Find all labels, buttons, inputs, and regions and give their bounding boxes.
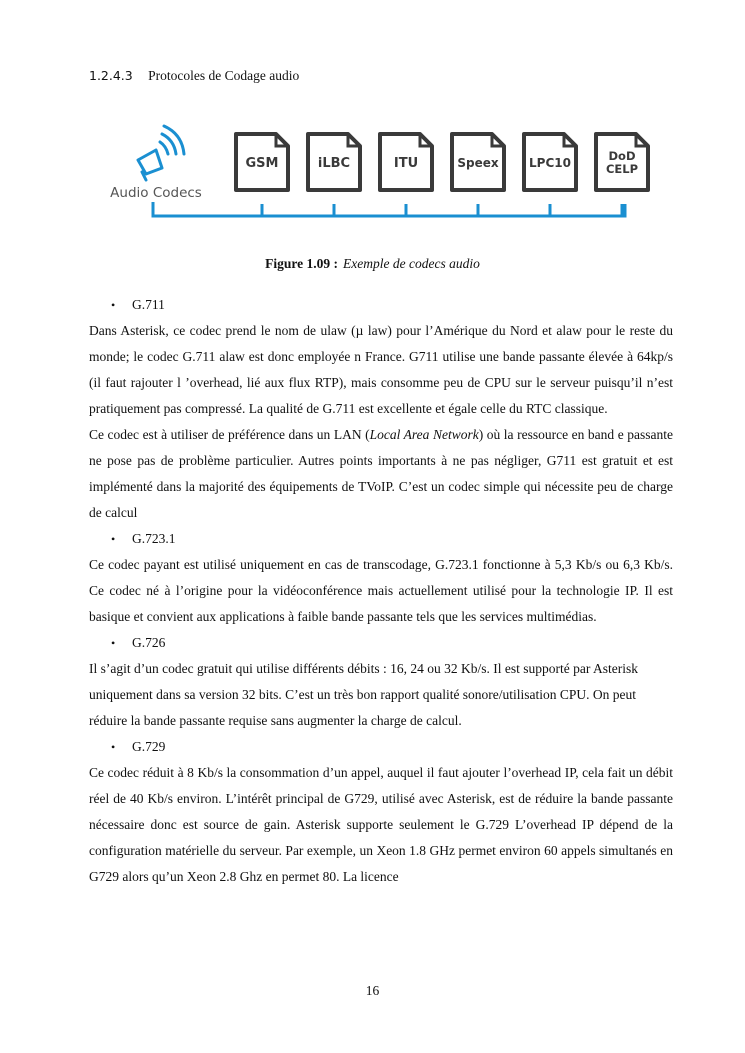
bullet-g711: [89, 292, 673, 318]
bullet-dot: •: [111, 636, 116, 650]
codec-doc-itu: [380, 134, 432, 216]
g711-paragraph-2: [89, 422, 673, 526]
bullet-g729: [89, 734, 673, 760]
figure-caption: [0, 255, 745, 273]
g729-paragraph: Ce codec réduit à 8 Kb/s la consommation d’un appel, auquel il faut ajouter l’overhead IP, cela fait un débit réel de 40 Kb/s environ. L’intérêt principal de G729, utilisé avec Asterisk, est de réduire la bande passante nécessaire donc est source de gain. Asterisk supporte seulement le G.729 L’overhead IP dépend de la configuration matérielle du serveur. Par exemple, un Xeon 1.8 GHz permet environ 60 appels simultanés en G729 alors qu’un Xeon 2.8 Ghz en permet 80. La licence: [89, 765, 673, 884]
bullet-label: G.723.1: [132, 531, 176, 546]
bullet-label: G.711: [132, 297, 165, 312]
speaker-icon: [138, 126, 184, 180]
g711-p2-after: ) où la ressource en band e passante ne pose pas de problème particulier. Autres points importants à ne pas négliger, G711 est gratuit et est implémenté dans la majorité des équipements de TVoIP. C’est un codec simple qui nécessite peu de charge de calcul: [89, 427, 673, 520]
codec-label: DoD: [608, 149, 636, 163]
bullet-dot: •: [111, 532, 116, 546]
section-title: Protocoles de Codage audio: [148, 68, 300, 83]
bullet-label: G.726: [132, 635, 166, 650]
codec-doc-lpc10: [524, 134, 576, 216]
g711-p2-italic: Local Area Network: [369, 427, 479, 442]
audio-codecs-figure: [100, 120, 660, 232]
g711-p2-before: Ce codec est à utiliser de préférence dans un LAN (: [89, 427, 370, 442]
codec-label: ITU: [393, 156, 419, 171]
bullet-dot: •: [111, 740, 116, 754]
caption-text: Exemple de codecs audio: [343, 256, 480, 271]
audio-codecs-label: Audio Codecs: [110, 185, 202, 201]
page-number: 16: [365, 983, 380, 998]
codec-doc-ilbc: [308, 134, 360, 216]
bullet-g7231: [89, 526, 673, 552]
codec-bus: [153, 202, 625, 216]
codec-label: CELP: [605, 162, 639, 176]
bullet-g726: [89, 630, 673, 656]
codec-label: LPC10: [529, 156, 571, 170]
codec-doc-dod: [596, 134, 648, 216]
codec-label: GSM: [245, 156, 279, 171]
section-heading: [89, 67, 299, 85]
bullet-dot: •: [111, 298, 116, 312]
codec-documents: [236, 134, 648, 216]
g7231-paragraph: Ce codec payant est utilisé uniquement en cas de transcodage, G.723.1 fonctionne à 5,3 Kb/s ou 6,3 Kb/s. Ce codec né à l’origine pour la vidéoconférence mais actuellement utilisé pour la technologie IP. Il est basique et convient aux applications à faible bande passante tels que les services multimédias.: [89, 557, 673, 624]
g726-paragraph: Il s’agit d’un codec gratuit qui utilise différents débits : 16, 24 ou 32 Kb/s. Il est supporté par Asterisk uniquement dans sa version 32 bits. C’est un très bon rapport qualité sonore/utilisation CPU. On peut réduire la bande passante requise sans augmenter la charge de calcul.: [89, 661, 639, 728]
g711-paragraph-1: Dans Asterisk, ce codec prend le nom de ulaw (µ law) pour l’Amérique du Nord et alaw pour le reste du monde; le codec G.711 alaw est donc employée n France. G711 utilise une bande passante élevée à 64kp/s (il faut rajouter l ’overhead, lié aux flux RTP), mais consomme peu de CPU sur le serveur puisqu’il n’est pratiquement pas compressé. La qualité de G.711 est excellente et égale celle du RTC classique.: [89, 323, 673, 416]
body-text: [89, 292, 673, 890]
codec-label: Speex: [457, 156, 499, 170]
codec-doc-gsm: [236, 134, 288, 216]
section-number: 1.2.4.3: [89, 68, 133, 83]
bullet-label: G.729: [132, 739, 166, 754]
codec-label: iLBC: [317, 156, 351, 171]
caption-label: Figure 1.09 :: [265, 256, 339, 271]
codec-doc-speex: [452, 134, 504, 216]
